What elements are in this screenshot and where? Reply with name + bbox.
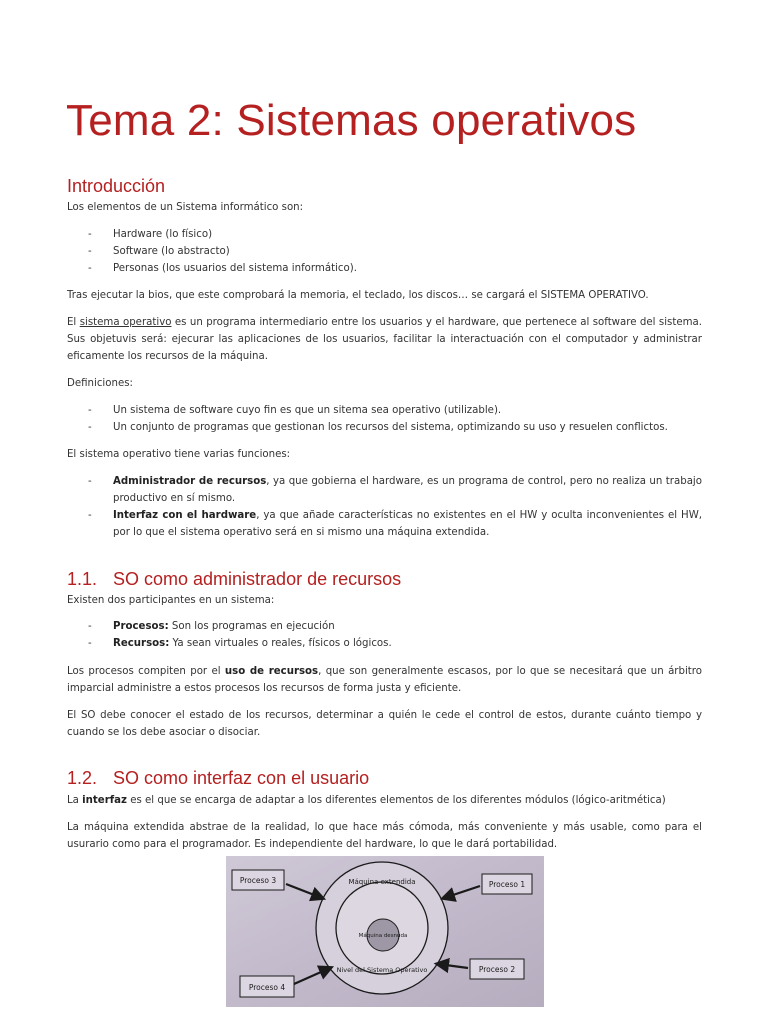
process-2-label: Proceso 2 [478, 965, 516, 974]
list-item [88, 635, 702, 652]
participants-list [88, 618, 702, 652]
term: Administrador de recursos [113, 476, 267, 487]
so-term-link: sistema operativo [79, 317, 172, 328]
definitions-list [88, 402, 702, 436]
so-state-paragraph: El SO debe conocer el estado de los recursos, determinar a quién le cede el control de estos, durante cuánto tiempo y cuando se los debe asociar o disociar. [67, 710, 702, 738]
text-fragment: , que son generalmente escasos, por lo que se necesitará que un árbitro imparcial administre a estos procesos los recursos de forma justa y eficiente. [67, 666, 702, 694]
text-fragment: El [67, 317, 80, 328]
list-item [88, 507, 702, 541]
term: interfaz [82, 795, 127, 806]
process-4-label: Proceso 4 [248, 983, 286, 992]
list-item: - Un conjunto de programas que gestionan los recursos del sistema, optimizando su uso y resuelen conflictos. [88, 419, 702, 436]
os-layers-diagram [226, 856, 544, 1007]
text-fragment: , ya que añade características no existentes en el HW y oculta inconvenientes el HW, por lo que el sistema operativo será en si mismo una máquina extendida. [113, 510, 703, 538]
section-title: SO como interfaz con el usuario [113, 768, 370, 788]
bios-paragraph: Tras ejecutar la bios, que este comprobará la memoria, el teclado, los discos… se cargará el SISTEMA OPERATIVO. [67, 290, 649, 301]
term: Procesos: [113, 621, 169, 632]
elements-list [88, 226, 702, 277]
text-fragment: es un programa intermediario entre los usuarios y el hardware, que pertenece al software del sistema. Sus objetuvis será: ejecurar las aplicaciones de los usuarios, facilitar la interactuación con el computador y administrar eficamente los recursos de la máquina. [67, 317, 702, 362]
text-fragment: , ya que gobierna el hardware, es un programa de control, pero no realiza un trabajo productivo en sí mismo. [113, 476, 702, 504]
list-item [88, 618, 702, 635]
definitions-label: Definiciones: [67, 378, 133, 389]
text-fragment: Los procesos compiten por el [67, 666, 225, 677]
list-item: - Un sistema de software cuyo fin es que un sitema sea operativo (utilizable). [88, 402, 702, 419]
functions-label: El sistema operativo tiene varias funciones: [67, 449, 291, 460]
section-1-heading [67, 569, 401, 590]
intro-heading: Introducción [67, 176, 166, 196]
page-title: Tema 2: Sistemas operativos [66, 96, 637, 145]
term: Interfaz con el hardware [113, 510, 257, 521]
text-fragment: Ya sean virtuales o reales, físicos o lógicos. [169, 638, 392, 649]
section-number: 1.2. [67, 768, 98, 788]
section-2-heading [67, 768, 369, 789]
functions-list [88, 473, 702, 541]
section-number: 1.1. [67, 569, 98, 589]
intro-lead: Los elementos de un Sistema informático son: [67, 202, 304, 213]
resources-paragraph [67, 663, 702, 697]
list-item [88, 473, 702, 507]
core-label: Máquina desnuda [358, 933, 408, 939]
section-1-lead: Existen dos participantes en un sistema: [67, 595, 275, 606]
process-3-label: Proceso 3 [239, 876, 277, 885]
diagram-canvas [226, 856, 544, 1007]
process-1-label: Proceso 1 [488, 880, 526, 889]
text-fragment: Son los programas en ejecución [168, 621, 335, 632]
term: Recursos: [113, 638, 170, 649]
text-fragment: es el que se encarga de adaptar a los diferentes elementos de los diferentes módulos (lógico-aritmética) [126, 795, 666, 806]
section-title: SO como administrador de recursos [113, 569, 402, 589]
outer-ring-label: Nivel del Sistema Operativo [336, 966, 428, 974]
list-item: - Hardware (lo físico) [88, 226, 702, 243]
term: uso de recursos [224, 666, 319, 677]
so-definition-paragraph [67, 314, 702, 365]
list-item: - Personas (los usuarios del sistema informático). [88, 260, 702, 277]
middle-ring-label: Máquina extendida [348, 878, 416, 886]
interface-paragraph [67, 792, 702, 809]
list-item: - Software (lo abstracto) [88, 243, 702, 260]
text-fragment: La [67, 795, 83, 806]
extended-machine-paragraph: La máquina extendida abstrae de la realidad, lo que hace más cómoda, más conveniente y más usable, como para el usurario como para el programador. Es independiente del hardware, lo que le dará portabilidad. [67, 822, 702, 850]
